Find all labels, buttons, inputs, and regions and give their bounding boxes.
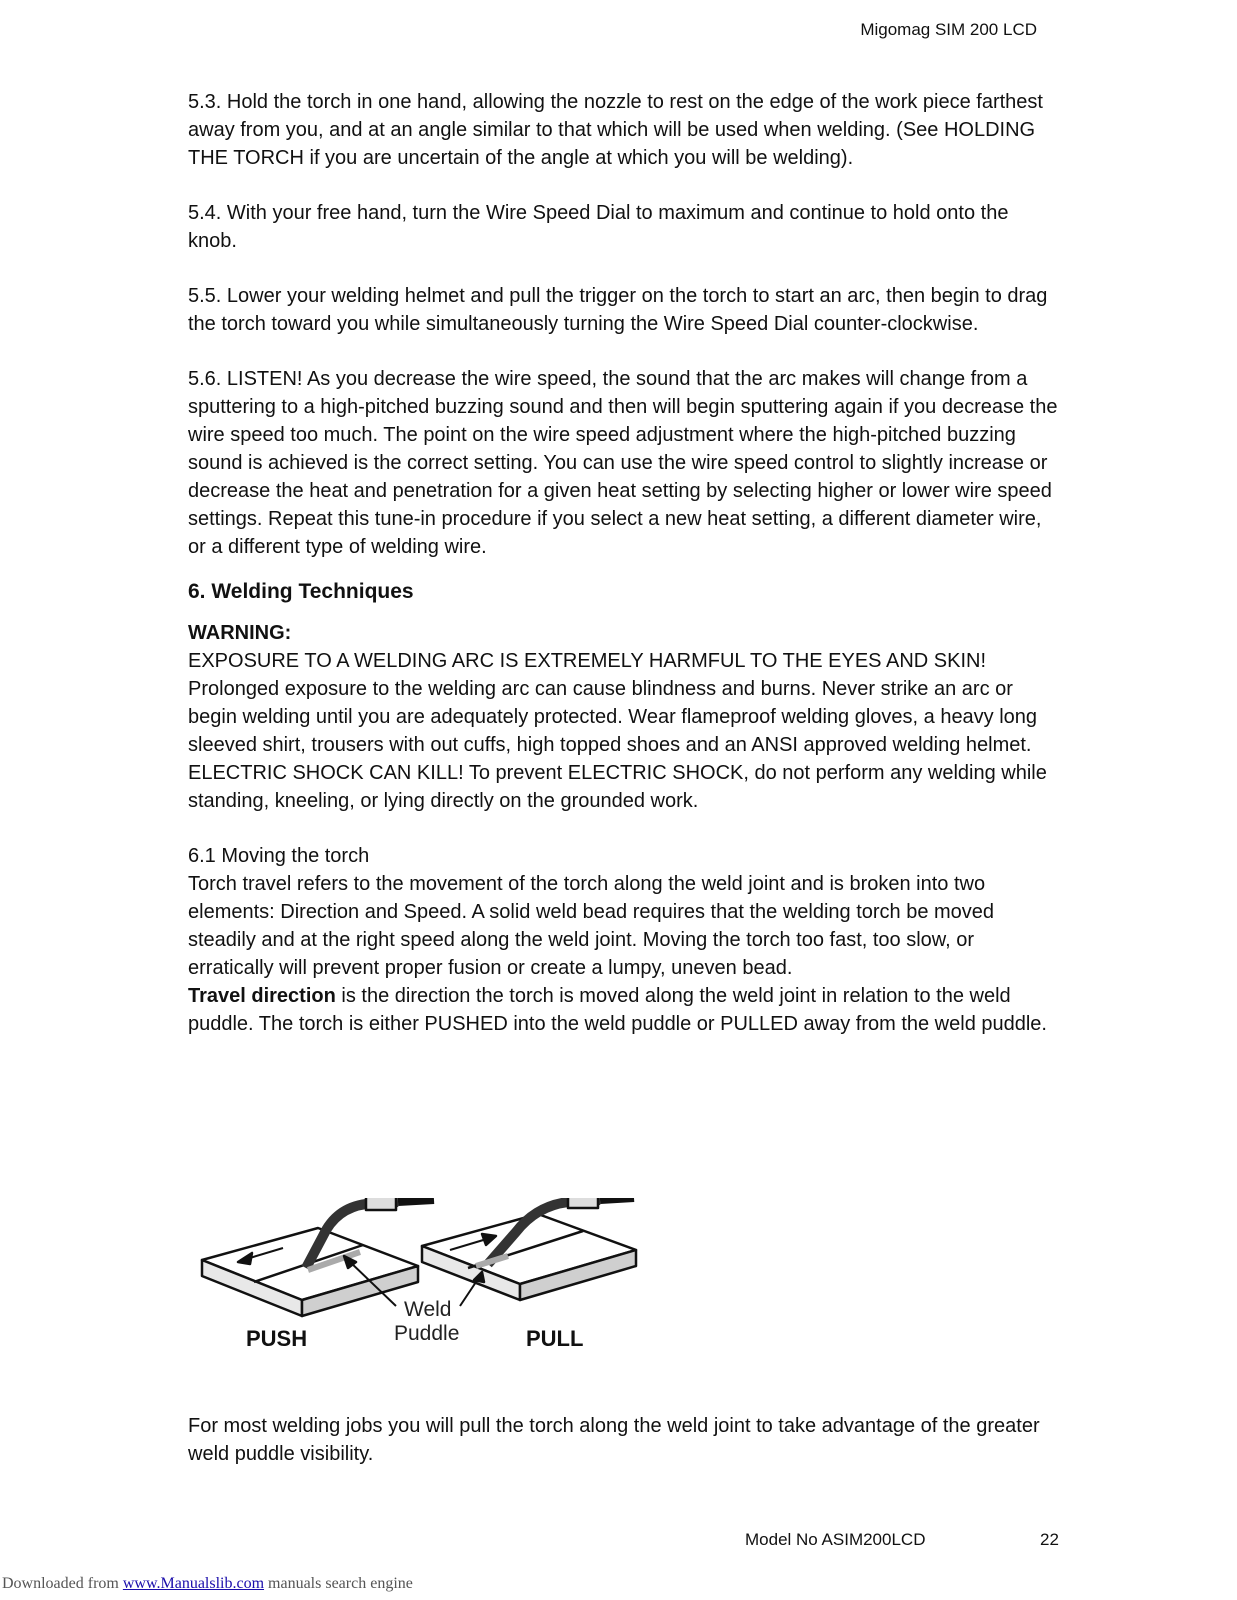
download-suffix: manuals search engine (264, 1575, 413, 1592)
pull-label: PULL (526, 1326, 584, 1351)
weld-label: Weld (404, 1298, 452, 1321)
step-5-6: 5.6. LISTEN! As you decrease the wire speed, the sound that the arc makes will change from a sputtering to a high-pitched buzzing sound and then will begin sputtering again if you decrease the wire speed too much. The point on the wire speed adjustment where the high-pitched buzzing sound is achieved is the correct setting. You can use the wire speed control to slightly increase or decrease the heat and penetration for a given heat setting by selecting higher or lower wire speed settings. Repeat this tune-in procedure if you select a new heat setting, a different diameter wire, or a different type of welding wire. (188, 368, 1058, 558)
push-label: PUSH (246, 1326, 308, 1351)
download-footer (2, 1575, 413, 1593)
main-content (188, 88, 1058, 1038)
download-prefix: Downloaded from (2, 1575, 123, 1592)
travel-direction-text: is the direction the torch is moved along the weld joint in relation to the weld puddle. The torch is either PUSHED into the weld puddle or PULLED away from the weld puddle. (188, 985, 1047, 1035)
warning-line-2: Prolonged exposure to the welding arc can cause blindness and burns. Never strike an arc or begin welding until you are adequately protected. Wear flameproof welding gloves, a heavy long sleeved shirt, trousers with out cuffs, high topped shoes and an ANSI approved welding helmet. (188, 678, 1038, 756)
warning-line-3: ELECTRIC SHOCK CAN KILL! To prevent ELECTRIC SHOCK, do not perform any welding while standing, kneeling, or lying directly on the grounded work. (188, 762, 1047, 812)
step-5-4: 5.4. With your free hand, turn the Wire Speed Dial to maximum and continue to hold onto the knob. (188, 202, 1009, 252)
puddle-label: Puddle (394, 1322, 460, 1345)
step-5-3: 5.3. Hold the torch in one hand, allowing the nozzle to rest on the edge of the work piece farthest away from you, and at an angle similar to that which will be used when welding. (See HOLDING THE TORCH if you are uncertain of the angle at which you will be welding). (188, 91, 1043, 169)
closing-paragraph: For most welding jobs you will pull the torch along the weld joint to take advantage of the greater weld puddle visibility. (188, 1415, 1040, 1465)
travel-direction-term: Travel direction (188, 985, 336, 1007)
step-5-5: 5.5. Lower your welding helmet and pull the trigger on the torch to start an arc, then begin to drag the torch toward you while simultaneously turning the Wire Speed Dial counter-clockwise. (188, 285, 1048, 335)
page-number: 22 (1040, 1530, 1059, 1549)
travel-direction-paragraph (188, 982, 1058, 1038)
moving-text: Torch travel refers to the movement of the torch along the weld joint and is broken into two elements: Direction and Speed. A solid weld bead requires that the welding torch be moved steadily and at the right speed along the weld joint. Moving the torch too fast, too slow, or erratically will prevent proper fusion or create a lumpy, uneven bead. (188, 873, 995, 979)
warning-line-1: EXPOSURE TO A WELDING ARC IS EXTREMELY HARMFUL TO THE EYES AND SKIN! (188, 650, 986, 672)
footer-model: Model No ASIM200LCD (745, 1530, 926, 1549)
page-header: Migomag SIM 200 LCD (860, 20, 1037, 39)
push-pull-diagram (198, 1198, 648, 1378)
section-heading: 6. Welding Techniques (188, 580, 414, 603)
moving-title: 6.1 Moving the torch (188, 845, 370, 867)
warning-label: WARNING: (188, 622, 292, 644)
manualslib-link[interactable]: www.Manualslib.com (122, 1575, 265, 1592)
